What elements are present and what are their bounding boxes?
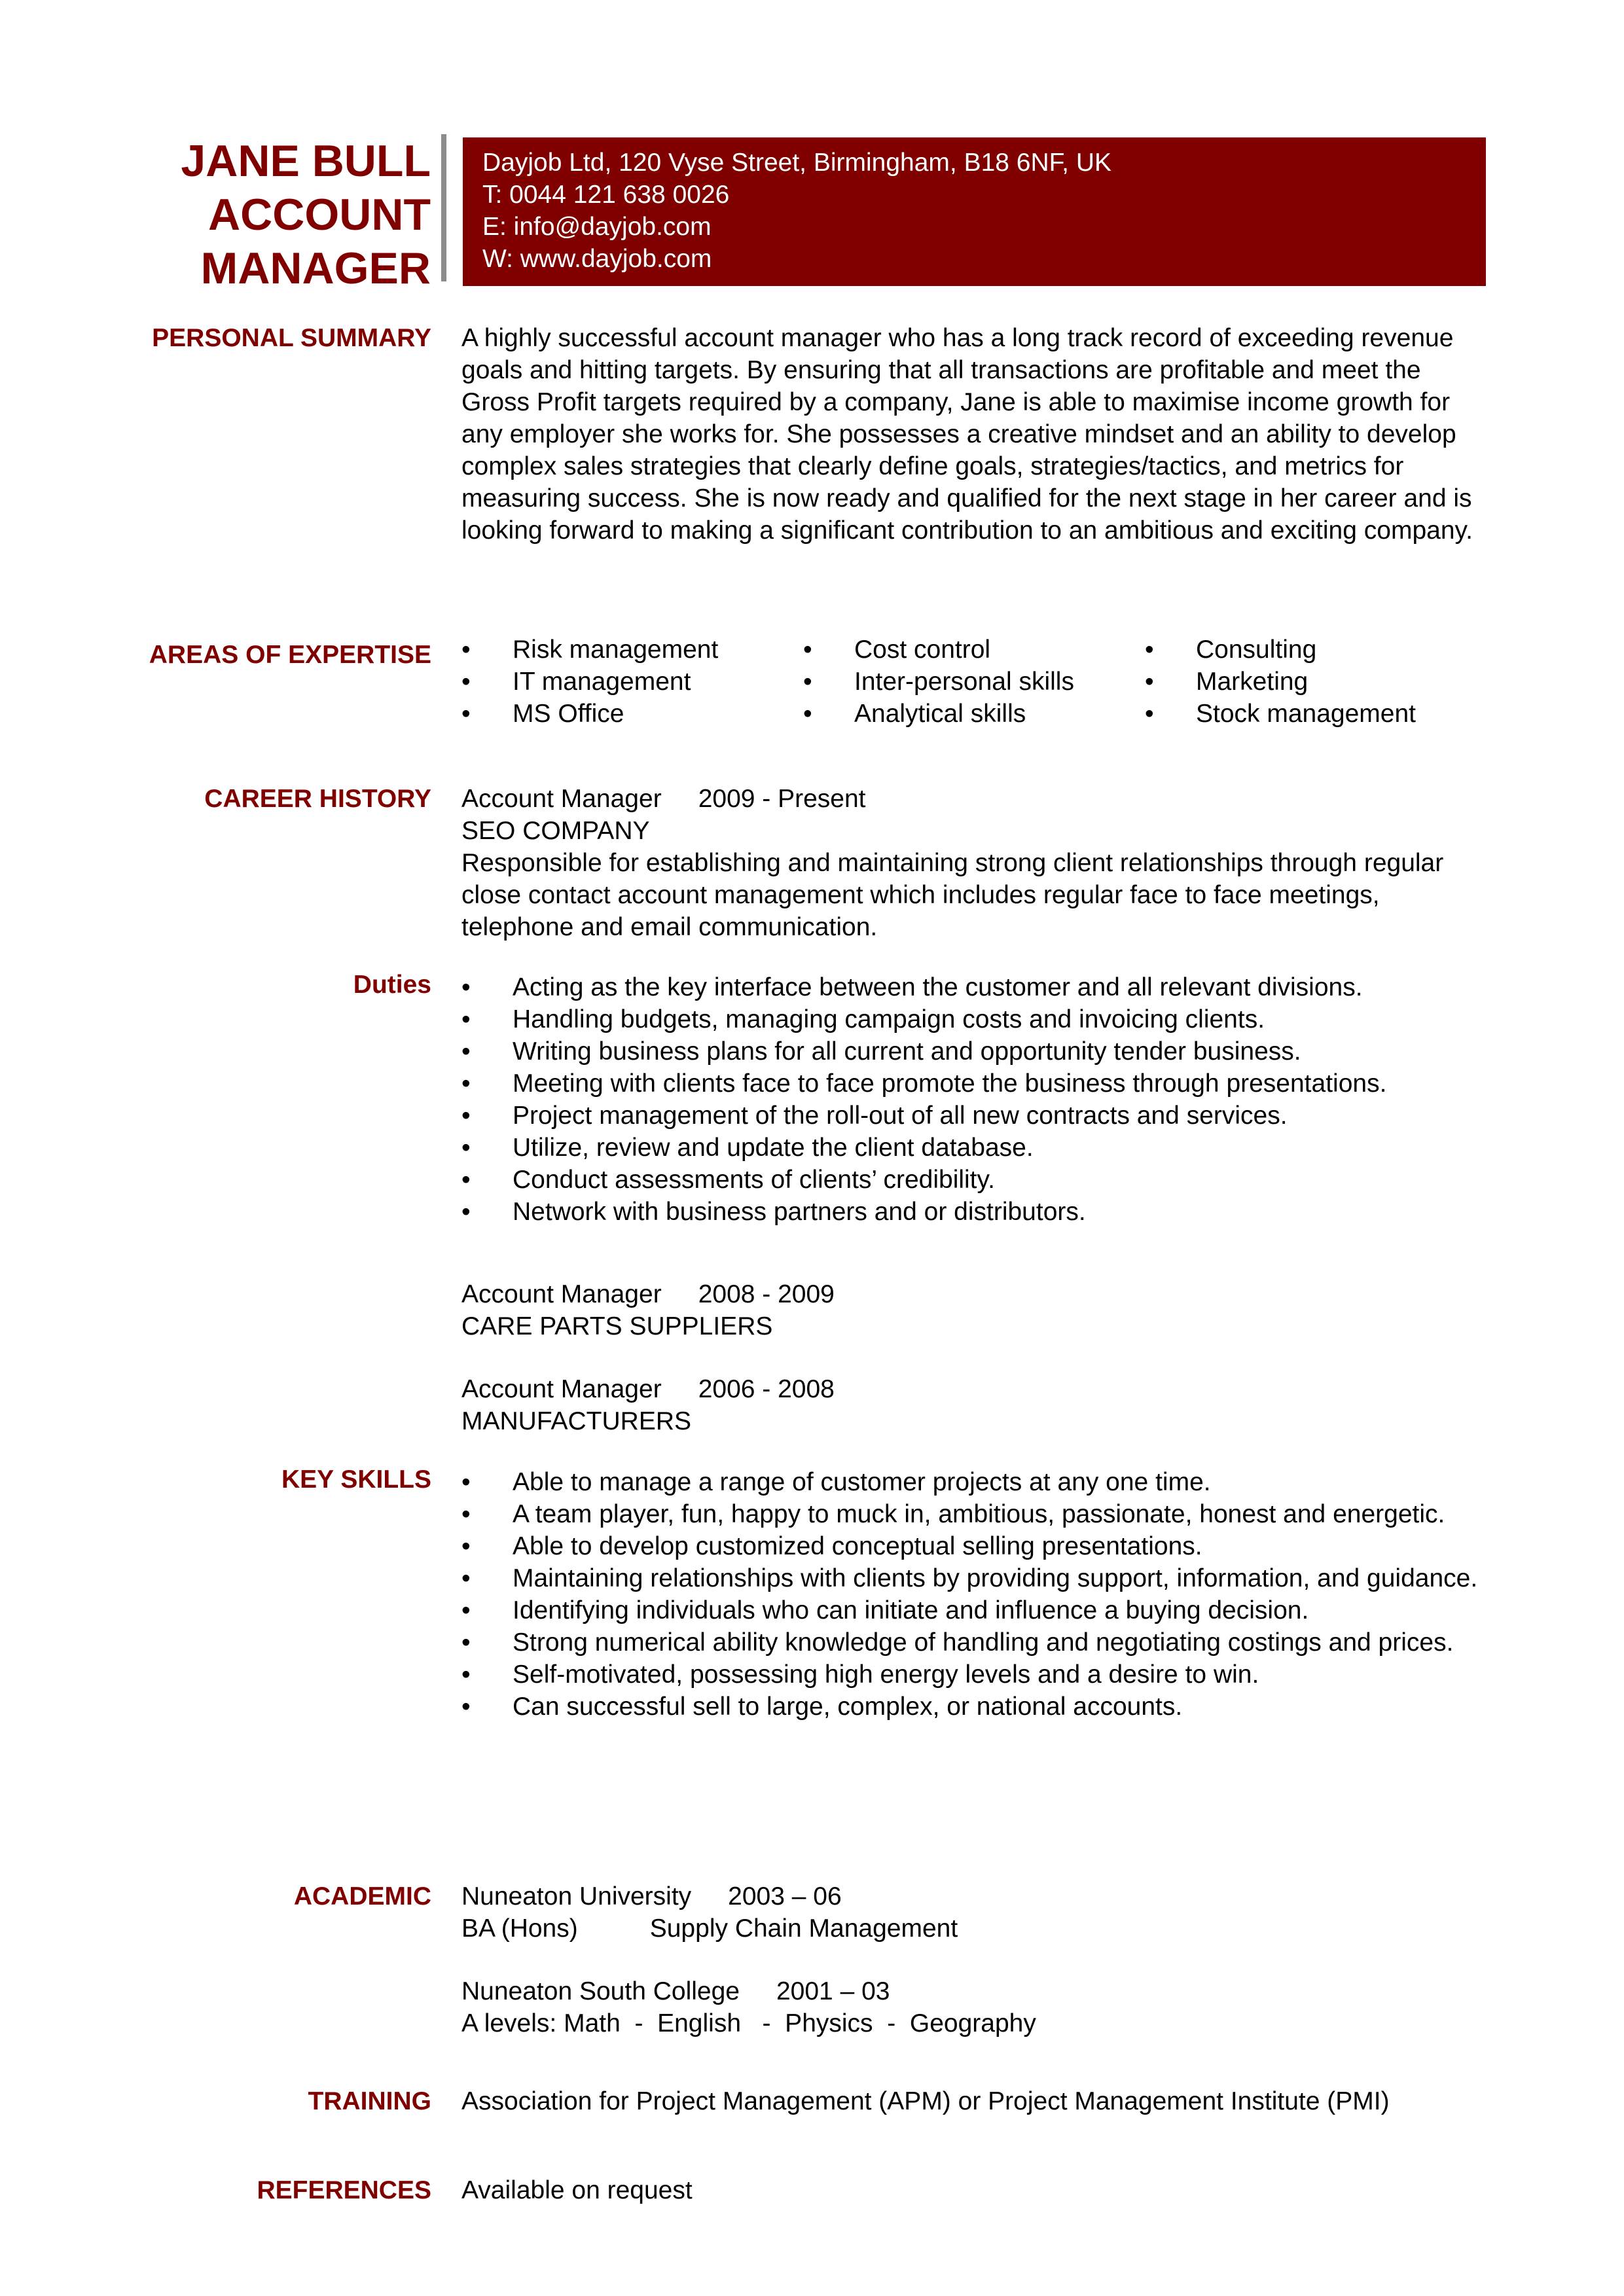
expertise-column-1 <box>461 634 802 730</box>
expertise-item: • Inter-personal skills <box>803 666 1144 698</box>
duty-item: • Utilize, review and update the client database. <box>461 1132 1483 1164</box>
duty-item: • Conduct assessments of clients’ credibility. <box>461 1164 1483 1196</box>
school-1-line <box>461 1880 1483 1912</box>
school-1-degree-line <box>461 1912 1483 1945</box>
key-skills-list <box>461 1466 1483 1723</box>
skill-item: • Maintaining relationships with clients by providing support, information, and guidance. <box>461 1562 1483 1594</box>
duty-item: • Writing business plans for all current and opportunity tender business. <box>461 1035 1483 1067</box>
expertise-item: • Stock management <box>1145 698 1485 730</box>
duty-item: • Meeting with clients face to face promote the business through presentations. <box>461 1067 1483 1100</box>
duties-list <box>461 971 1483 1228</box>
expertise-item: • Analytical skills <box>803 698 1144 730</box>
job-3-years: 2006 - 2008 <box>698 1375 835 1403</box>
school-2-name: Nuneaton South College <box>461 1977 740 2005</box>
job-2-title-line <box>461 1278 1483 1310</box>
duty-item: • Project management of the roll-out of all new contracts and services. <box>461 1100 1483 1132</box>
candidate-name: JANE BULL <box>181 136 431 186</box>
contact-box <box>463 137 1486 286</box>
skill-item: • Identifying individuals who can initiate and influence a buying decision. <box>461 1594 1483 1626</box>
career-history-label: CAREER HISTORY <box>204 785 431 813</box>
personal-summary-text: A highly successful account manager who has a long track record of exceeding revenue goals and hitting targets. By ensuring that all transactions are profitable and meet the Gross Profit targets required by a company, Jane is able to maximise income growth for any employer she works for. She possesses a creative mindset and an ability to develop complex sales strategies that clearly define goals, strategies/tactics, and metrics for measuring success. She is now ready and qualified for the next stage in her career and is looking forward to making a significant contribution to an ambitious and exciting company. <box>461 324 1473 545</box>
expertise-item: • IT management <box>461 666 802 698</box>
duty-item: • Acting as the key interface between the customer and all relevant divisions. <box>461 971 1483 1003</box>
job-1-role: Account Manager <box>461 785 662 813</box>
duties-content <box>461 971 1483 1228</box>
expertise-item: • MS Office <box>461 698 802 730</box>
expertise-item: • Marketing <box>1145 666 1485 698</box>
job-3-role: Account Manager <box>461 1375 662 1403</box>
references-label: REFERENCES <box>257 2176 431 2204</box>
job-2 <box>461 1278 1483 1342</box>
personal-summary-content <box>461 322 1483 547</box>
school-1-years: 2003 – 06 <box>728 1882 842 1910</box>
expertise-column-3 <box>1145 634 1485 730</box>
contact-address: Dayjob Ltd, 120 Vyse Street, Birmingham, B18 6NF, UK <box>482 149 1112 177</box>
contact-phone: T: 0044 121 638 0026 <box>482 181 730 209</box>
school-1-name: Nuneaton University <box>461 1882 692 1910</box>
academic-school-2 <box>461 1975 1483 2039</box>
duty-item: • Network with business partners and or distributors. <box>461 1196 1483 1228</box>
training-label: TRAINING <box>308 2087 431 2115</box>
key-skills-content <box>461 1466 1483 1723</box>
job-1-description: Responsible for establishing and maintaining strong client relationships through regular close contact account management which includes regular face to face meetings, telephone and email communication. <box>461 849 1444 941</box>
training-text: Association for Project Management (APM) or Project Management Institute (PMI) <box>461 2087 1390 2115</box>
job-3-company: MANUFACTURERS <box>461 1407 692 1435</box>
skill-item: • Able to manage a range of customer projects at any one time. <box>461 1466 1483 1498</box>
job-1-company: SEO COMPANY <box>461 817 650 845</box>
school-1-subject: Supply Chain Management <box>649 1914 958 1943</box>
job-2-years: 2008 - 2009 <box>698 1280 835 1308</box>
school-2-years: 2001 – 03 <box>776 1977 890 2005</box>
contact-email: E: info@dayjob.com <box>482 213 712 241</box>
name-title-block <box>118 134 431 295</box>
school-1-degree: BA (Hons) <box>461 1914 578 1943</box>
personal-summary-label: PERSONAL SUMMARY <box>152 324 431 352</box>
job-3 <box>461 1373 1483 1437</box>
job-1-years: 2009 - Present <box>698 785 866 813</box>
expertise-item: • Risk management <box>461 634 802 666</box>
header-divider <box>441 134 446 281</box>
duty-item: • Handling budgets, managing campaign costs and invoicing clients. <box>461 1003 1483 1035</box>
skill-item: • Strong numerical ability knowledge of handling and negotiating costings and prices. <box>461 1626 1483 1659</box>
academic-label: ACADEMIC <box>293 1882 431 1910</box>
job-1 <box>461 783 1483 943</box>
expertise-item: • Cost control <box>803 634 1144 666</box>
expertise-label: AREAS OF EXPERTISE <box>149 641 431 669</box>
skill-item: • Can successful sell to large, complex, or national accounts. <box>461 1691 1483 1723</box>
skill-item: • A team player, fun, happy to muck in, ambitious, passionate, honest and energetic. <box>461 1498 1483 1530</box>
skill-item: • Self-motivated, possessing high energy levels and a desire to win. <box>461 1659 1483 1691</box>
academic-school-1 <box>461 1880 1483 1945</box>
expertise-item: • Consulting <box>1145 634 1485 666</box>
school-2-line <box>461 1975 1483 2007</box>
contact-web: W: www.dayjob.com <box>482 245 712 273</box>
key-skills-label: KEY SKILLS <box>281 1465 431 1494</box>
skill-item: • Able to develop customized conceptual selling presentations. <box>461 1530 1483 1562</box>
job-2-company: CARE PARTS SUPPLIERS <box>461 1312 773 1340</box>
job-title-line-2: MANAGER <box>200 243 431 293</box>
job-title-line-1: ACCOUNT <box>208 190 431 240</box>
school-2-degree-line: A levels: Math - English - Physics - Geography <box>461 2009 1036 2037</box>
duties-label: Duties <box>353 971 431 999</box>
job-1-title-line <box>461 783 1483 815</box>
references-text: Available on request <box>461 2176 693 2204</box>
job-2-role: Account Manager <box>461 1280 662 1308</box>
job-3-title-line <box>461 1373 1483 1405</box>
expertise-column-2 <box>803 634 1144 730</box>
